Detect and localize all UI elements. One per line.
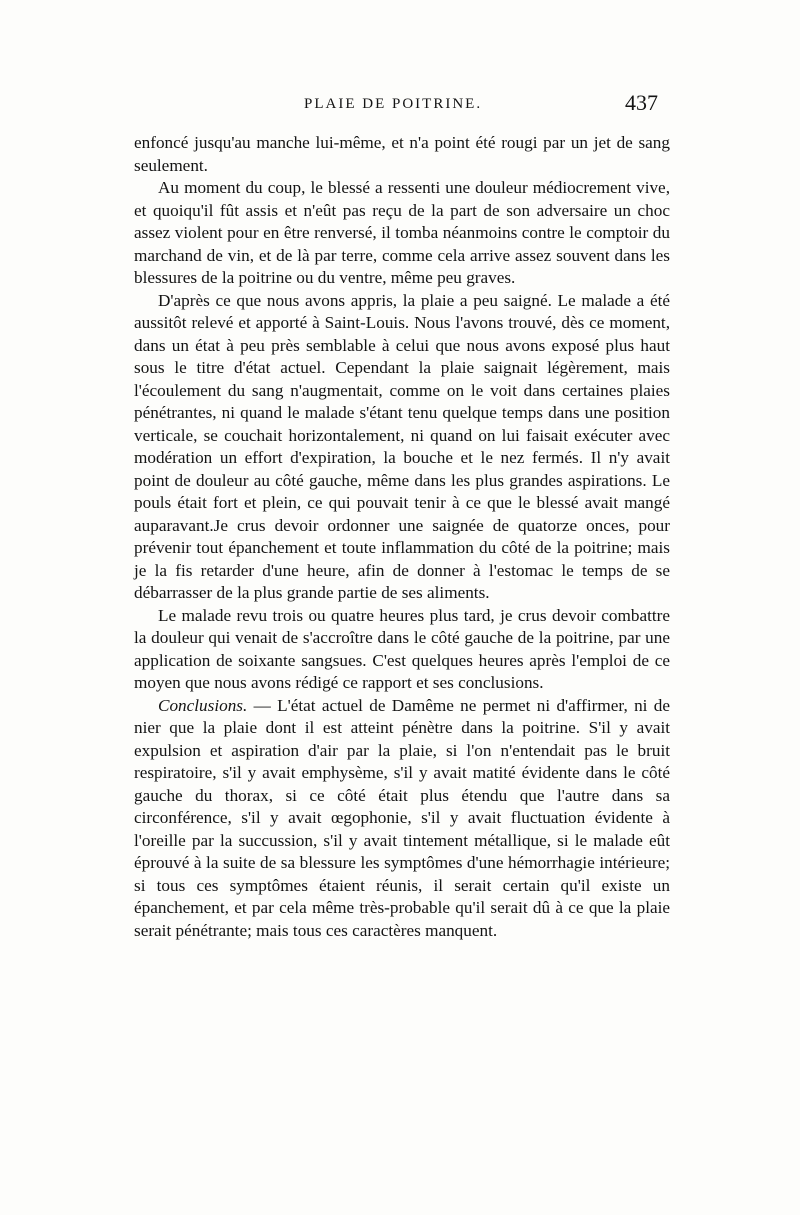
paragraph: D'après ce que nous avons appris, la plaie a peu saigné. Le malade a été aussitôt relevé et apporté à Saint-Louis. Nous l'avons trouvé, dès ce moment, dans un état à peu près semblable à celui que nous avons exposé plus haut sous le titre d'état actuel. Cependant la plaie saignait légèrement, mais l'écoulement du sang n'augmentait, comme on le voit dans certaines plaies pénétrantes, ni quand le malade s'étant tenu quelque temps dans une position verticale, se couchait horizontalement, ni quand on lui faisait exécuter avec modération un effort d'expiration, la bouche et le nez fermés. Il n'y avait point de douleur au côté gauche, même dans les plus grandes aspirations. Le pouls était fort et plein, ce qui pouvait tenir à ce que le blessé avait mangé auparavant.Je crus devoir ordonner une saignée de quatorze onces, pour prévenir tout épanchement et toute inflammation du côté de la poitrine; mais je la fis retarder d'une heure, afin de donner à l'estomac le temps de se débarrasser de la plus grande partie de ses aliments.	[134, 290, 670, 602]
running-title: PLAIE DE POITRINE.	[304, 96, 483, 112]
body-text	[134, 132, 670, 942]
page-header	[134, 90, 658, 126]
conclusions-paragraph	[134, 695, 670, 943]
page-number: 437	[625, 90, 658, 115]
paragraph: Le malade revu trois ou quatre heures plus tard, je crus devoir combattre la douleur qui venait de s'accroître dans le côté gauche de la poitrine, par une application de soixante sangsues. C'est quelques heures après l'emploi de ce moyen que nous avons rédigé ce rapport et ses conclusions.	[134, 605, 670, 692]
conclusions-text: — L'état actuel de Damême ne permet ni d'affirmer, ni de nier que la plaie dont il est atteint pénètre dans la poitrine. S'il y avait expulsion et aspiration d'air par la plaie, si l'on n'entendait pas le bruit respiratoire, s'il y avait emphysème, s'il y avait matité évidente dans le côté gauche du thorax, si ce côté était plus étendu que l'autre dans sa circonférence, s'il y avait œgophonie, s'il y avait fluctuation évidente à l'oreille par la succussion, s'il y avait tintement métallique, si le malade eût éprouvé à la suite de sa blessure les symptômes d'une hémorrhagie intérieure; si tous ces symptômes étaient réunis, il serait certain qu'il existe un épanchement, et par cela même très-probable qu'il serait dû à ce que la plaie serait pénétrante; mais tous ces caractères manquent.	[134, 695, 670, 940]
paragraph-continuation: enfoncé jusqu'au manche lui-même, et n'a point été rougi par un jet de sang seulement.	[134, 133, 670, 175]
paragraph: Au moment du coup, le blessé a ressenti une douleur médiocrement vive, et quoiqu'il fût assis et n'eût pas reçu de la part de son adversaire un choc assez violent pour en être renversé, il tomba néanmoins contre le comptoir du marchand de vin, et de là par terre, comme cela arrive assez souvent dans les blessures de la poitrine ou du ventre, même peu graves.	[134, 178, 670, 287]
conclusions-label: Conclusions.	[158, 695, 248, 715]
